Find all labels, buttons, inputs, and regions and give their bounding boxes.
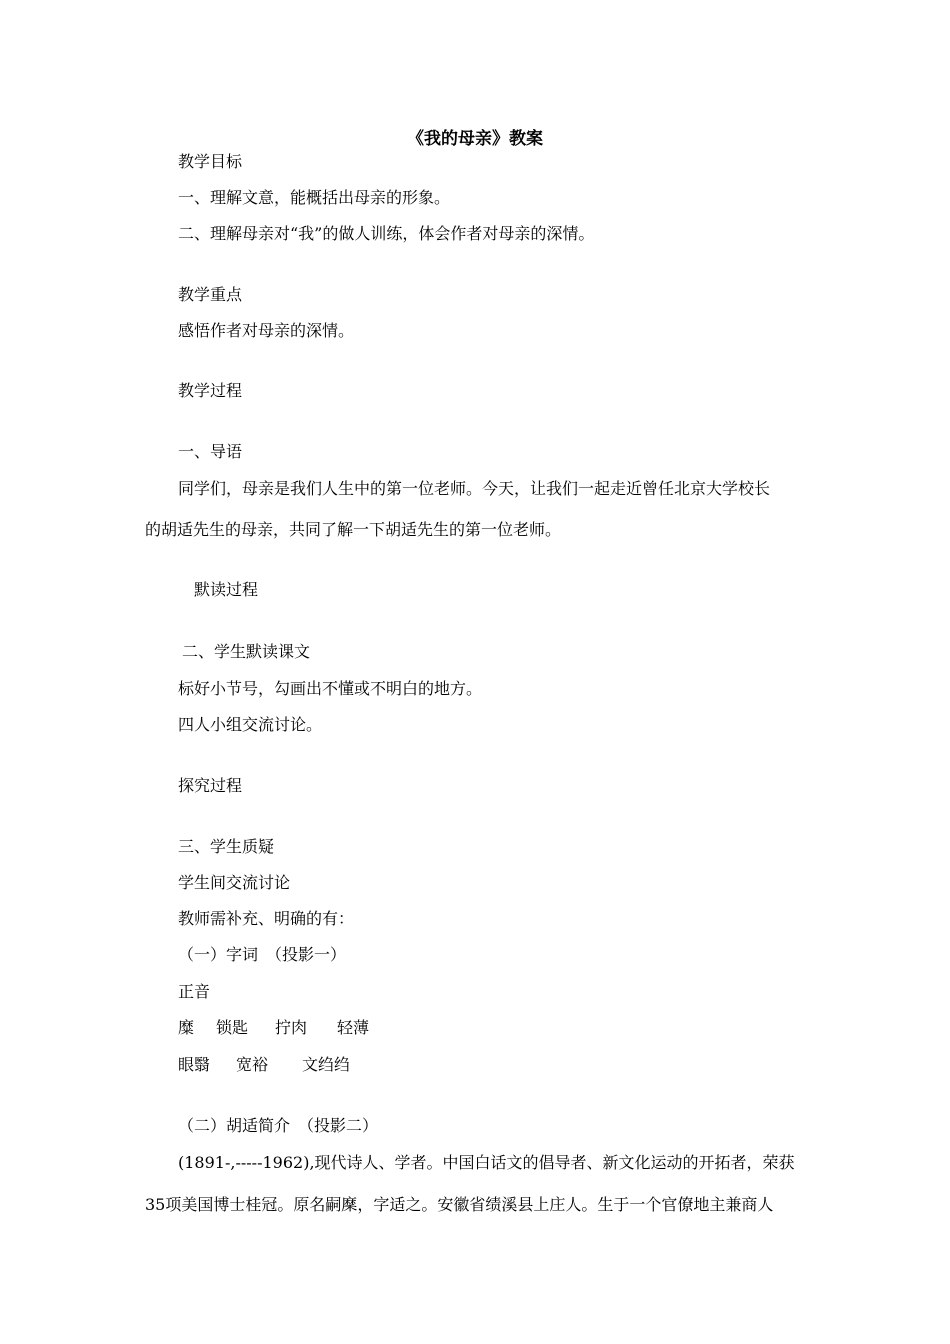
word: 眼翳 — [178, 1055, 211, 1074]
inquiry-line-2: 教师需补充、明确的有： — [178, 909, 355, 928]
intro-paragraph-line-2: 的胡适先生的母亲，共同了解一下胡适先生的第一位老师。 — [145, 520, 562, 539]
word: 拧肉 — [275, 1018, 308, 1037]
reading-step-heading: 二、学生默读课文 — [182, 642, 311, 661]
process-heading: 教学过程 — [178, 381, 243, 400]
bio-heading: （二）胡适简介 （投影二） — [178, 1116, 379, 1135]
document-title: 《我的母亲》教案 — [407, 129, 543, 149]
words-row-2 — [178, 1055, 350, 1075]
intro-paragraph-line-1: 同学们，母亲是我们人生中的第一位老师。今天，让我们一起走近曾任北京大学校长 — [178, 479, 771, 498]
bio-paragraph-line-1: (1891-,-----1962),现代诗人、学者。中国白话文的倡导者、新文化运动的开拓者，荣获 — [178, 1153, 795, 1172]
key-point-heading: 教学重点 — [178, 285, 243, 304]
bio-paragraph-line-2: 35项美国博士桂冠。原名嗣穈，字适之。安徽省绩溪县上庄人。生于一个官僚地主兼商人 — [145, 1195, 774, 1214]
word: 文绉绉 — [302, 1055, 351, 1074]
word: 轻薄 — [337, 1018, 370, 1037]
word: 宽裕 — [236, 1055, 269, 1074]
objectives-heading: 教学目标 — [178, 152, 243, 171]
intro-heading: 一、导语 — [178, 442, 243, 461]
inquiry-line-1: 学生间交流讨论 — [178, 873, 291, 892]
reading-item-2: 四人小组交流讨论。 — [178, 715, 323, 734]
pronunciation-label: 正音 — [178, 982, 211, 1001]
inquiry-heading: 探究过程 — [178, 776, 243, 795]
reading-heading: 默读过程 — [194, 580, 259, 599]
key-point-text: 感悟作者对母亲的深情。 — [178, 321, 355, 340]
words-heading: （一）字词 （投影一） — [178, 945, 347, 964]
word: 糜 — [178, 1018, 195, 1037]
inquiry-step-heading: 三、学生质疑 — [178, 837, 275, 856]
objective-item-1: 一、理解文意，能概括出母亲的形象。 — [178, 188, 451, 207]
word: 锁匙 — [216, 1018, 249, 1037]
words-row-1 — [178, 1018, 369, 1038]
objective-item-2: 二、理解母亲对“我”的做人训练，体会作者对母亲的深情。 — [178, 224, 595, 243]
reading-item-1: 标好小节号，勾画出不懂或不明白的地方。 — [178, 679, 483, 698]
